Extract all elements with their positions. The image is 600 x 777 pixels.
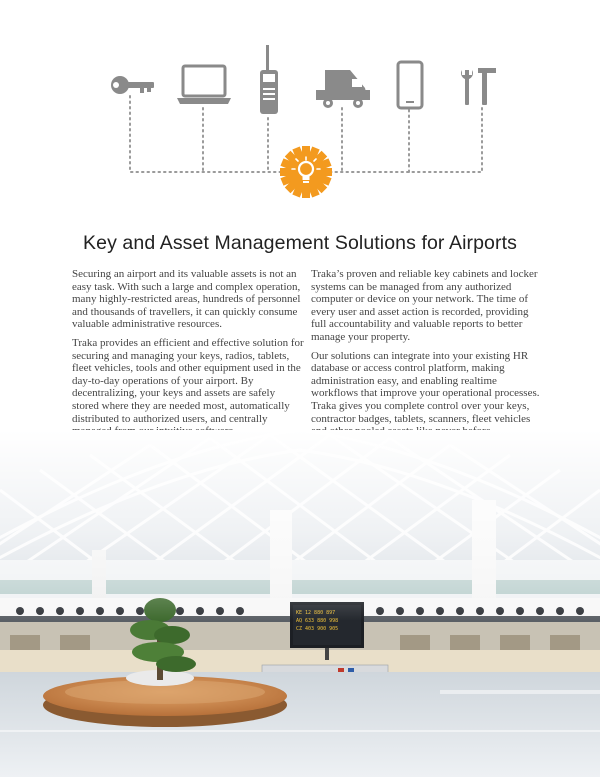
airport-terminal-photo: [0, 430, 600, 777]
paragraph: Traka’s proven and reliable key cabinets and locker systems can be managed from any authorized computer or device on your network. The time of every user and asset action is recorded, providing full accountability and valuable reports to better manage your property.: [311, 268, 538, 343]
vehicle-icon: [316, 70, 370, 108]
body-column-left: [72, 268, 304, 444]
body-column-right: [311, 268, 543, 444]
laptop-icon: [177, 66, 231, 104]
paragraph: Traka provides an efficient and effective solution for securing and managing your keys, radios, tablets, fleet vehicles, tools and other equipment used in the day-to-day operations of your airport. By decentralizing, your keys and assets are safely stored where they are needed most, automatically distributed to authorized users, and centrally: [72, 336, 304, 425]
tools-icon: [461, 68, 496, 105]
asset-icons-diagram: [0, 0, 600, 215]
radio-icon: [260, 45, 278, 114]
paragraph: Securing an airport and its valuable assets is not an easy task. With such a large and complex operation, many highly-restricted areas, hundreds of personnel and thousands of travellers, it can quickly consume valuable administrative resources.: [72, 268, 301, 331]
tablet-icon: [398, 62, 422, 108]
paragraph: Our solutions can integrate into your existing HR database or access control platform, making administration easy, and enabling realtime workflows that improve your operational processes. Traka gives you complete control over your keys, contractor badges, tablets, scanners, fleet vehicles: [311, 349, 540, 425]
page-title: Key and Asset Management Solutions for Airports: [83, 232, 517, 254]
key-icon: [111, 76, 154, 94]
lightbulb-gear-icon: [280, 146, 332, 198]
